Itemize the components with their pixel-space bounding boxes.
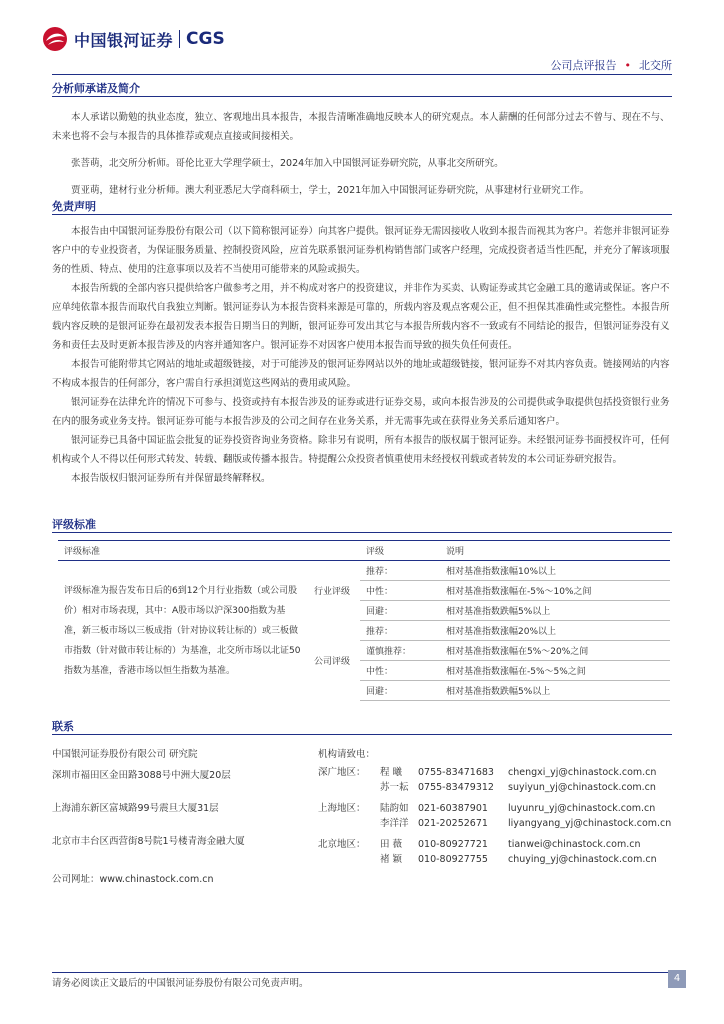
contact-name: 田 薇: [380, 839, 403, 850]
contact-region: [318, 852, 380, 867]
report-type-dot: •: [624, 59, 631, 72]
address-shanghai: 上海浦东新区富城路99号震旦大厦31层: [52, 803, 219, 814]
rating-desc: 相对基准指数涨幅在5%～20%之间: [440, 641, 670, 661]
contact-row: [318, 780, 678, 795]
disclaimer-paragraph: 银河证券已具备中国证监会批复的证券投资咨询业务资格。除非另有说明，所有本报告的版权属于银河证券。未经银河证券书面授权许可，任何机构或个人不得以任何形式转发、转载、翻版或传播本报告。特提醒公众投资者慎重使用未经授权刊载或者转发的本公司证券研究报告。: [52, 435, 670, 465]
analyst-section-body: [52, 108, 672, 200]
rating-desc: 相对基准指数涨幅20%以上: [440, 621, 670, 641]
header-standard: 评级标准: [64, 547, 101, 557]
report-type: 公司点评报告: [550, 59, 617, 72]
rating-table-header: [58, 541, 670, 561]
contact-email[interactable]: chengxi_yj@chinastock.com.cn: [508, 767, 657, 778]
disclaimer-section-body: [52, 222, 672, 488]
rating-name: 回避：: [360, 681, 440, 701]
contact-email[interactable]: tianwei@chinastock.com.cn: [508, 839, 641, 850]
rating-desc: 相对基准指数跌幅5%以上: [440, 601, 670, 621]
rating-standard-text: 评级标准为报告发布日后的6到12个月行业指数（或公司股价）相对市场表现，其中：A股市场以沪深300指数为基准，新三板市场以三板成指（针对协议转让标的）或三板做市指数（针对做市转让标的）为基准，北交所市场以北证50指数为基准，香港市场以恒生指数为基准。: [64, 585, 301, 676]
contact-email[interactable]: suyiyun_yj@chinastock.com.cn: [508, 782, 656, 793]
rating-desc: 相对基准指数跌幅5%以上: [440, 681, 670, 701]
rating-name: 中性：: [360, 661, 440, 681]
disclaimer-paragraph: 本报告可能附带其它网站的地址或超级链接，对于可能涉及的银河证券网站以外的地址或超级链接，银河证券不对其内容负责。链接网站的内容不构成本报告的任何部分，客户需自行承担浏览这些网站的费用或风险。: [52, 359, 670, 389]
rating-name: 中性：: [360, 581, 440, 601]
disclaimer-paragraph: 本报告版权归银河证券所有并保留最终解释权。: [71, 473, 271, 484]
address-beijing: 北京市丰台区西营街8号院1号楼青海金融大厦: [52, 836, 245, 847]
rating-name: 回避：: [360, 601, 440, 621]
header-divider: [52, 74, 672, 75]
contact-name: 程 曦: [380, 767, 403, 778]
logo-cn-text: 中国银河证券: [74, 30, 174, 50]
contact-row: [318, 852, 678, 867]
contact-phone: 021-60387901: [418, 803, 488, 814]
report-type-label: [551, 57, 673, 73]
company-logo: [42, 26, 225, 52]
contact-region: [318, 780, 380, 795]
exchange-name: 北交所: [639, 59, 672, 72]
analyst-bio-2: 贾亚萌，建材行业分析师。澳大利亚悉尼大学商科硕士，学士，2021年加入中国银河证券研究院，从事建材行业研究工作。: [71, 185, 590, 196]
analyst-commitment: 本人承诺以勤勉的执业态度，独立、客观地出具本报告，本报告清晰准确地反映本人的研究观点。本人薪酬的任何部分过去不曾与、现在不与、未来也将不会与本报告的具体推荐或观点直接或间接相关。: [52, 112, 670, 142]
header-rating: 评级: [366, 547, 385, 557]
contact-name: 褚 颖: [380, 854, 403, 865]
contact-phone: 010-80927755: [418, 854, 488, 865]
contact-row: [318, 816, 678, 831]
contact-region: [318, 816, 380, 831]
contact-email[interactable]: luyunru_yj@chinastock.com.cn: [508, 803, 656, 814]
contact-phone: 010-80927721: [418, 839, 488, 850]
contact-addresses: [52, 744, 312, 852]
rating-name: 推荐：: [360, 561, 440, 581]
contact-region: 深广地区：: [318, 767, 366, 778]
rating-table: [58, 540, 670, 701]
contact-row: [318, 837, 678, 852]
contact-region: 北京地区：: [318, 839, 366, 850]
contact-name: 苏一耘: [380, 782, 409, 793]
company-rating-label: 公司评级: [314, 657, 351, 667]
contact-phone: 0755-83471683: [418, 767, 494, 778]
contact-phone: 021-20252671: [418, 818, 488, 829]
disclaimer-section-title: 免责声明: [52, 198, 672, 215]
table-row: [58, 561, 670, 581]
address-shenzhen: 深圳市福田区金田路3088号中洲大厦20层: [52, 770, 231, 781]
contact-email[interactable]: liyangyang_yj@chinastock.com.cn: [508, 818, 672, 829]
rating-desc: 相对基准指数涨幅在-5%～5%之间: [440, 661, 670, 681]
page-header: [0, 0, 724, 72]
rating-name: 推荐：: [360, 621, 440, 641]
rating-desc: 相对基准指数涨幅10%以上: [440, 561, 670, 581]
contact-row: [318, 801, 678, 816]
footer-disclaimer-note: 请务必阅读正文最后的中国银河证券股份有限公司免责声明。: [52, 978, 309, 989]
disclaimer-paragraph: 银河证券在法律允许的情况下可参与、投资或持有本报告涉及的证券或进行证券交易，或向本报告涉及的公司提供或争取提供包括投资银行业务在内的服务或业务支持。银河证券可能与本报告涉及的公司之间存在业务关系，并无需事先或在获得业务关系后通知客户。: [52, 397, 670, 427]
contact-row: [318, 765, 678, 780]
company-website[interactable]: 公司网址：www.chinastock.com.cn: [52, 874, 214, 885]
sales-contacts: [318, 744, 678, 867]
galaxy-logo-icon: [42, 26, 68, 52]
contact-phone: 0755-83479312: [418, 782, 494, 793]
footer-divider: [52, 972, 672, 973]
analyst-section-title: 分析师承诺及简介: [52, 80, 672, 97]
header-description: 说明: [446, 547, 465, 557]
analyst-bio-1: 张菩萌，北交所分析师。哥伦比亚大学理学硕士，2024年加入中国银河证券研究院，从事北交所研究。: [71, 158, 504, 169]
page-number: 4: [668, 970, 686, 988]
industry-rating-label: 行业评级: [314, 587, 351, 598]
company-name: 中国银河证券股份有限公司 研究院: [52, 749, 198, 760]
header-category: [308, 541, 360, 561]
contact-region: 上海地区：: [318, 803, 366, 814]
contact-section-title: 联系: [52, 718, 672, 735]
rating-name: 谨慎推荐：: [360, 641, 440, 661]
contact-email[interactable]: chuying_yj@chinastock.com.cn: [508, 854, 657, 865]
disclaimer-paragraph: 本报告所载的全部内容只提供给客户做参考之用，并不构成对客户的投资建议，并非作为买卖、认购证券或其它金融工具的邀请或保证。客户不应单纯依靠本报告而取代自我独立判断。银河证券认为本报告资料来源是可靠的，所载内容及观点客观公正，但不担保其准确性或完整性。本报告所载内容反映的是银河证券在最初发表本报告日期当日的判断，银河证券可发出其它与本报告所载内容不一致或有不同结论的报告，但银河证券没有义务和责任去及时更新本报告涉及的内容并通知客户。银河证券不对因客户使用本报告而导致的损失负任何责任。: [52, 283, 670, 351]
logo-en-text: CGS: [186, 29, 225, 49]
rating-section-title: 评级标准: [52, 516, 672, 533]
disclaimer-paragraph: 本报告由中国银河证券股份有限公司（以下简称银河证券）向其客户提供。银河证券无需因接收人收到本报告而视其为客户。若您并非银河证券客户中的专业投资者，为保证服务质量、控制投资风险，应首先联系银河证券机构销售部门或客户经理，完成投资者适当性匹配，并充分了解该项服务的性质、特点、使用的注意事项以及若不当使用可能带来的风险或损失。: [52, 226, 670, 275]
contact-name: 李洋洋: [380, 818, 409, 829]
sales-contacts-title: 机构请致电：: [318, 749, 376, 760]
contact-name: 陆韵如: [380, 803, 409, 814]
rating-desc: 相对基准指数涨幅在-5%～10%之间: [440, 581, 670, 601]
logo-separator: [179, 30, 180, 48]
